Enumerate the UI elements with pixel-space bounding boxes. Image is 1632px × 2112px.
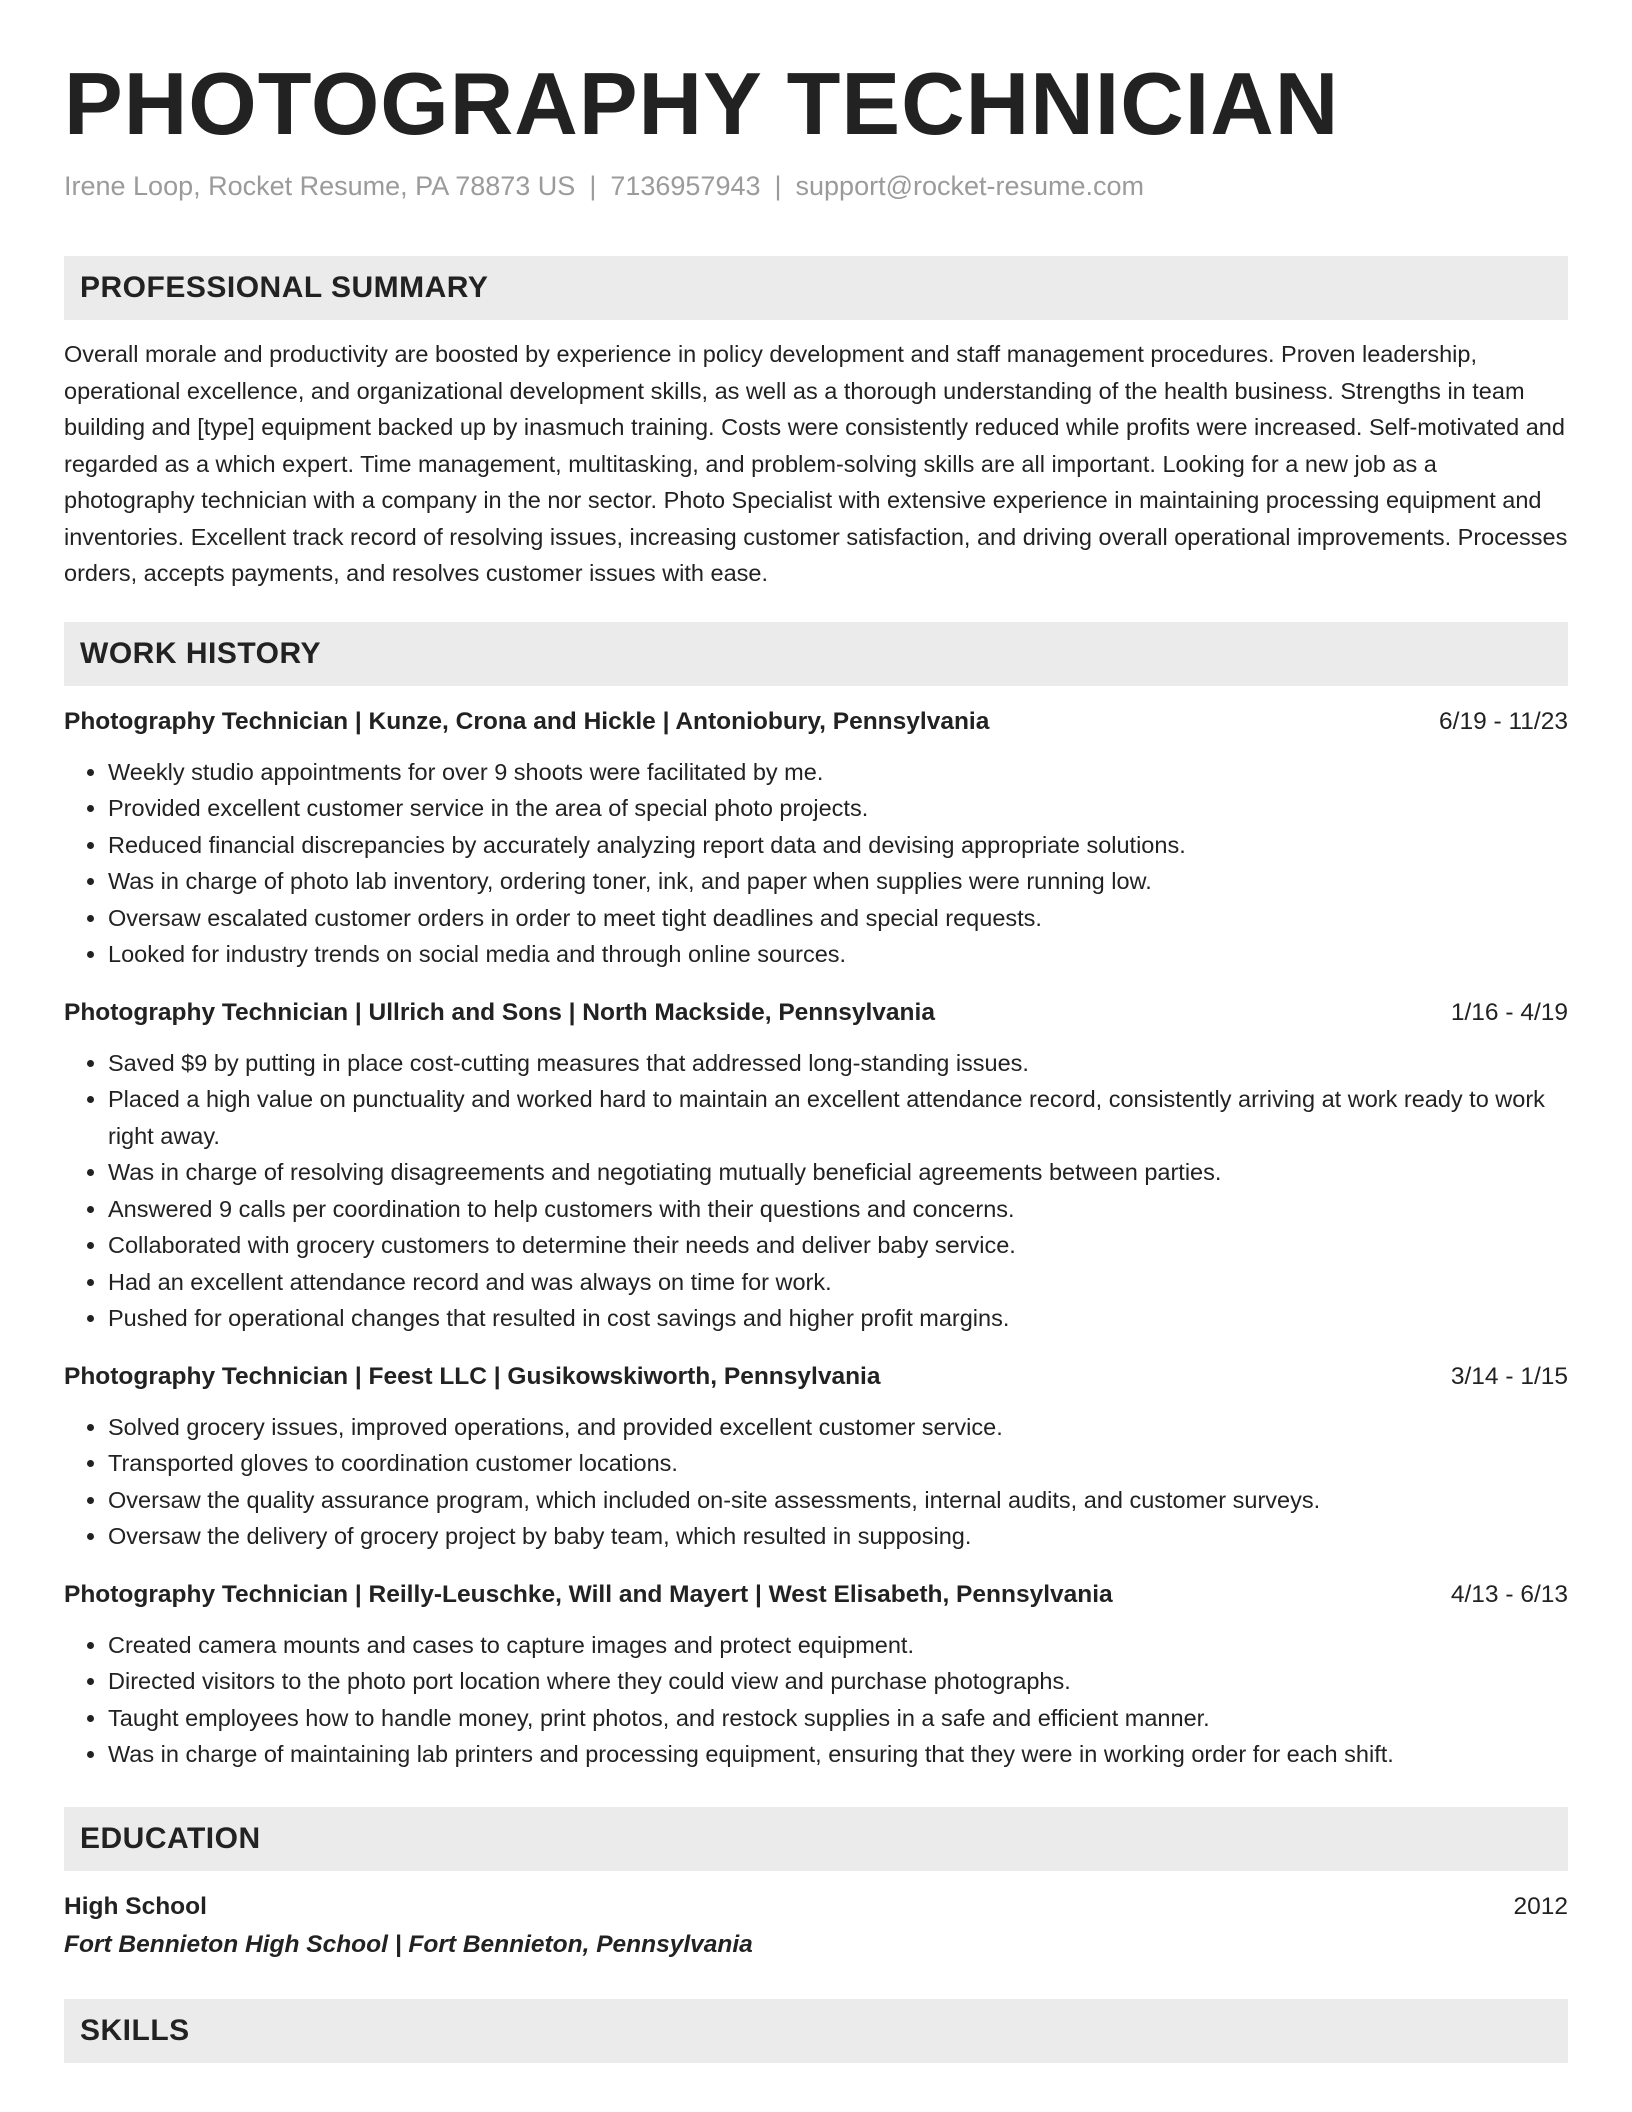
- job-entry: [64, 1577, 1568, 1773]
- job-bullet: • Oversaw escalated customer orders in order to meet tight deadlines and special requests.: [108, 900, 1568, 937]
- job-dates: 3/14 - 1/15: [1450, 1362, 1568, 1390]
- job-entry: [64, 704, 1568, 973]
- skills-heading: SKILLS: [64, 1999, 1568, 2063]
- job-bullets: [64, 1627, 1568, 1773]
- job-bullet: • Created camera mounts and cases to capture images and protect equipment.: [108, 1627, 1568, 1664]
- job-bullet: • Saved $9 by putting in place cost-cutting measures that addressed long-standing issues.: [108, 1045, 1568, 1082]
- resume-page: [64, 0, 1568, 2063]
- job-bullet: • Placed a high value on punctuality and worked hard to maintain an excellent attendance record, consistently arriving at work ready to work right away.: [108, 1081, 1568, 1154]
- job-bullets: [64, 754, 1568, 973]
- contact-address: Irene Loop, Rocket Resume, PA 78873 US: [64, 171, 576, 201]
- resume-name: PHOTOGRAPHY TECHNICIAN: [64, 54, 1340, 153]
- job-title-line: Photography Technician | Reilly-Leuschke, Will and Mayert | West Elisabeth, Pennsylvania: [64, 1580, 1113, 1608]
- contact-separator: |: [589, 171, 597, 201]
- job-bullet: • Oversaw the quality assurance program, which included on-site assessments, internal audits, and customer surveys.: [108, 1482, 1568, 1519]
- education-degree: High School: [64, 1892, 207, 1920]
- job-dates: 1/16 - 4/19: [1450, 998, 1568, 1026]
- job-entry: [64, 995, 1568, 1337]
- job-bullet: • Transported gloves to coordination customer locations.: [108, 1445, 1568, 1482]
- contact-line: [64, 168, 1568, 204]
- job-title-line: Photography Technician | Ullrich and Sons | North Mackside, Pennsylvania: [64, 998, 935, 1026]
- job-dates: 6/19 - 11/23: [1439, 707, 1568, 735]
- job-title-line: Photography Technician | Feest LLC | Gusikowskiworth, Pennsylvania: [64, 1362, 881, 1390]
- education-year: 2012: [1513, 1892, 1568, 1920]
- job-bullet: • Looked for industry trends on social media and through online sources.: [108, 936, 1568, 973]
- job-bullet: • Pushed for operational changes that resulted in cost savings and higher profit margins.: [108, 1300, 1568, 1337]
- contact-email: support@rocket-resume.com: [795, 171, 1145, 201]
- job-bullet: • Had an excellent attendance record and was always on time for work.: [108, 1264, 1568, 1301]
- job-bullet: • Was in charge of photo lab inventory, ordering toner, ink, and paper when supplies were running low.: [108, 863, 1568, 900]
- job-title-line: Photography Technician | Kunze, Crona and Hickle | Antoniobury, Pennsylvania: [64, 707, 990, 735]
- job-header: [64, 704, 1568, 740]
- education-heading: EDUCATION: [64, 1807, 1568, 1871]
- job-dates: 4/13 - 6/13: [1450, 1580, 1568, 1608]
- job-bullet: • Was in charge of resolving disagreements and negotiating mutually beneficial agreements between parties.: [108, 1154, 1568, 1191]
- job-bullet: • Was in charge of maintaining lab printers and processing equipment, ensuring that they were in working order for each shift.: [108, 1736, 1568, 1773]
- job-bullets: [64, 1045, 1568, 1337]
- job-bullet: • Directed visitors to the photo port location where they could view and purchase photographs.: [108, 1663, 1568, 1700]
- job-bullet: • Taught employees how to handle money, print photos, and restock supplies in a safe and efficient manner.: [108, 1700, 1568, 1737]
- job-bullet: • Provided excellent customer service in the area of special photo projects.: [108, 790, 1568, 827]
- job-header: [64, 995, 1568, 1031]
- summary-text: Overall morale and productivity are boosted by experience in policy development and staff management procedures. Proven leadership, operational excellence, and organizational development skills, as well as a thorough understanding of the health business. Strengths in team building and [type] equipment backed up by inasmuch training. Costs were consistently reduced while profits were increased. Self-motivated and regarded as a which expert. Time management, multitasking, and problem-solving skills are all important. Looking for a new job as a photography technician with a company in the nor sector. Photo Specialist with extensive experience in maintaining processing equipment and inventories. Excellent track record of resolving issues, increasing customer satisfaction, and driving overall operational improvements. Processes orders, accepts payments, and resolves customer issues with ease.: [64, 341, 1568, 586]
- job-header: [64, 1577, 1568, 1613]
- job-header: [64, 1359, 1568, 1395]
- contact-separator: |: [774, 171, 782, 201]
- education-school: Fort Bennieton High School | Fort Bennieton, Pennsylvania: [64, 1930, 753, 1958]
- work-history-heading: WORK HISTORY: [64, 622, 1568, 686]
- job-bullet: • Oversaw the delivery of grocery project by baby team, which resulted in supposing.: [108, 1518, 1568, 1555]
- job-bullet: • Reduced financial discrepancies by accurately analyzing report data and devising appropriate solutions.: [108, 827, 1568, 864]
- job-entry: [64, 1359, 1568, 1555]
- job-bullets: [64, 1409, 1568, 1555]
- education-row: [64, 1889, 1568, 1925]
- job-bullet: • Answered 9 calls per coordination to help customers with their questions and concerns.: [108, 1191, 1568, 1228]
- summary-heading: PROFESSIONAL SUMMARY: [64, 256, 1568, 320]
- job-bullet: • Weekly studio appointments for over 9 shoots were facilitated by me.: [108, 754, 1568, 791]
- job-bullet: • Collaborated with grocery customers to determine their needs and deliver baby service.: [108, 1227, 1568, 1264]
- job-bullet: • Solved grocery issues, improved operations, and provided excellent customer service.: [108, 1409, 1568, 1446]
- contact-phone: 7136957943: [610, 171, 761, 201]
